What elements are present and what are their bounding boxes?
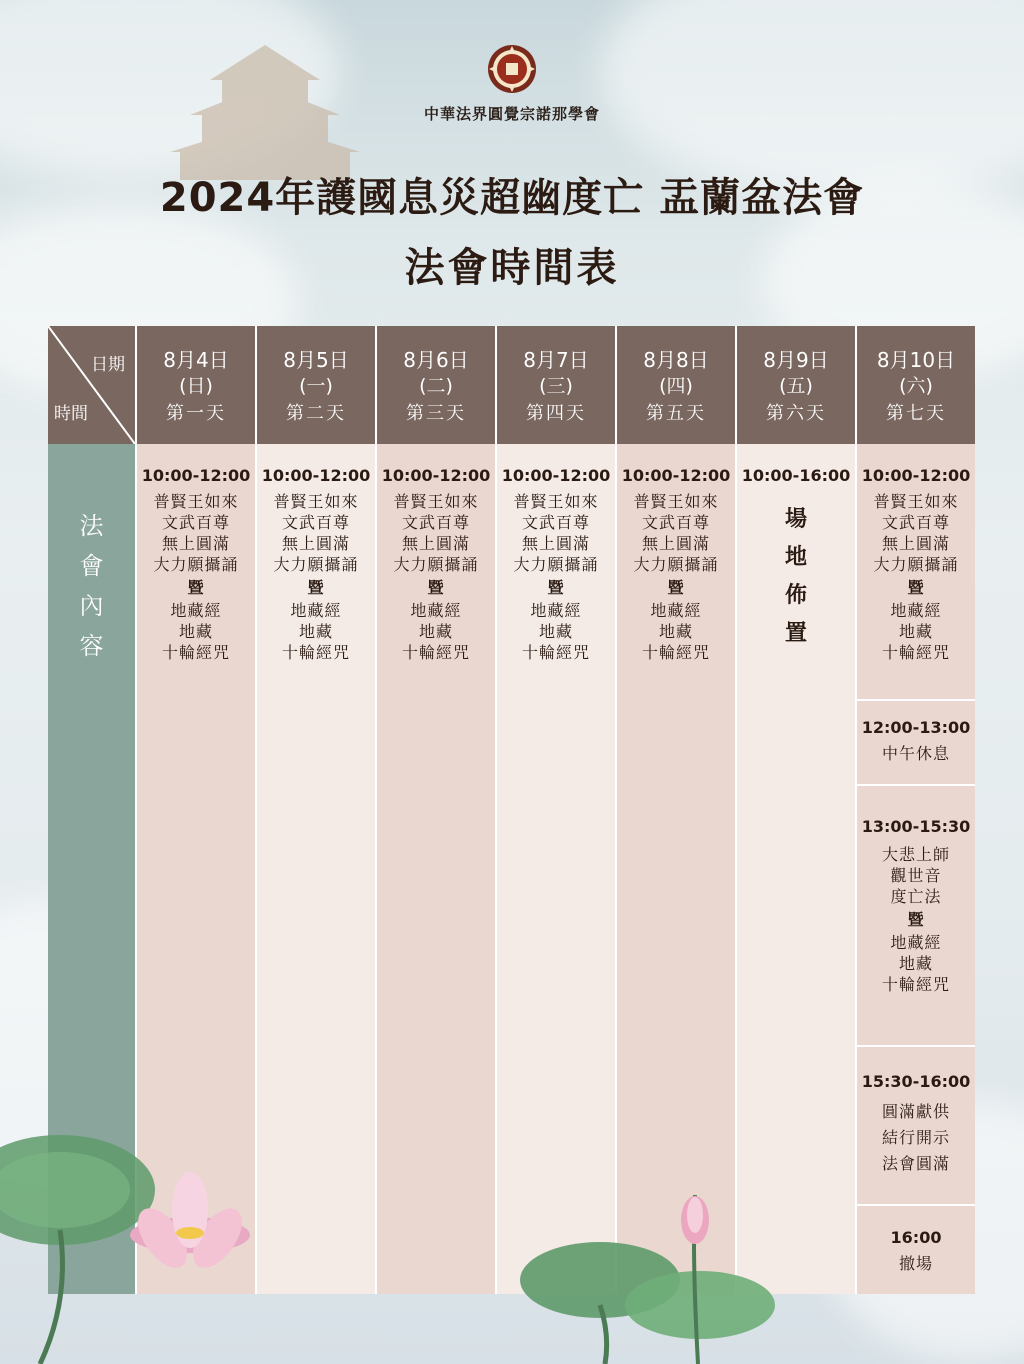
row-divider bbox=[857, 784, 975, 786]
session-line: 地藏經 bbox=[290, 601, 342, 620]
lunch-cell bbox=[857, 718, 975, 764]
session-line: 度亡法 bbox=[890, 887, 942, 906]
session-cell bbox=[857, 466, 975, 663]
day-weekday: (日) bbox=[179, 375, 213, 397]
session-line: 結行開示 bbox=[881, 1128, 950, 1147]
session-line: 大悲上師 bbox=[881, 845, 950, 864]
session-cell bbox=[497, 466, 615, 663]
session-line: 普賢王如來 bbox=[513, 492, 599, 511]
setup-cell bbox=[737, 466, 855, 653]
session-line: 十輪經咒 bbox=[161, 643, 230, 662]
session-time: 10:00-12:00 bbox=[621, 466, 731, 485]
session-line: 無上圓滿 bbox=[161, 534, 230, 553]
column-divider bbox=[735, 326, 737, 1294]
day-weekday: (五) bbox=[779, 375, 813, 397]
session-line: 地藏 bbox=[298, 622, 333, 641]
day-number: 第一天 bbox=[166, 403, 226, 424]
column-divider bbox=[615, 326, 617, 1294]
column-divider bbox=[855, 326, 857, 1294]
afternoon-cell bbox=[857, 817, 975, 995]
session-line: 地藏經 bbox=[410, 601, 462, 620]
day-weekday: (一) bbox=[299, 375, 333, 397]
session-cell bbox=[377, 466, 495, 663]
day-weekday: (二) bbox=[419, 375, 453, 397]
day-header bbox=[497, 326, 615, 444]
session-line: 十輪經咒 bbox=[521, 643, 590, 662]
day-header bbox=[737, 326, 855, 444]
session-line: 大力願攝誦 bbox=[633, 555, 719, 574]
session-line: 大力願攝誦 bbox=[153, 555, 239, 574]
day-column bbox=[857, 444, 975, 1294]
session-line: 地藏經 bbox=[890, 601, 942, 620]
session-time: 10:00-12:00 bbox=[861, 466, 971, 485]
day-weekday: (六) bbox=[899, 375, 933, 397]
session-time: 12:00-13:00 bbox=[861, 718, 971, 737]
day-header bbox=[257, 326, 375, 444]
day-date: 8月4日 bbox=[163, 348, 229, 372]
date-label: 日期 bbox=[91, 355, 125, 375]
session-line: 法會圓滿 bbox=[881, 1154, 950, 1173]
session-line: 地藏 bbox=[898, 954, 933, 973]
day-header bbox=[857, 326, 975, 444]
day-number: 第三天 bbox=[406, 403, 466, 424]
day-date: 8月8日 bbox=[643, 348, 709, 372]
day-column bbox=[497, 444, 615, 1294]
day-header bbox=[137, 326, 255, 444]
organization-name: 中華法界圓覺宗諾那學會 bbox=[423, 105, 600, 123]
side-label-char: 容 bbox=[79, 632, 104, 660]
day-number: 第二天 bbox=[286, 403, 346, 424]
row-divider bbox=[857, 1204, 975, 1206]
session-line: 暨 bbox=[667, 578, 685, 597]
session-time: 10:00-16:00 bbox=[741, 466, 851, 485]
session-line: 地藏經 bbox=[650, 601, 702, 620]
end-cell bbox=[857, 1228, 975, 1274]
session-time: 10:00-12:00 bbox=[261, 466, 371, 485]
session-cell bbox=[617, 466, 735, 663]
setup-char: 佈 bbox=[784, 583, 807, 608]
session-line: 撤場 bbox=[898, 1254, 933, 1273]
session-line: 普賢王如來 bbox=[873, 492, 959, 511]
session-line: 地藏 bbox=[178, 622, 213, 641]
session-line: 普賢王如來 bbox=[633, 492, 719, 511]
session-time: 15:30-16:00 bbox=[861, 1072, 971, 1091]
session-line: 十輪經咒 bbox=[641, 643, 710, 662]
session-line: 無上圓滿 bbox=[401, 534, 470, 553]
lotus-left-decoration bbox=[0, 1130, 300, 1364]
session-line: 十輪經咒 bbox=[401, 643, 470, 662]
session-line: 文武百尊 bbox=[881, 513, 950, 532]
session-line: 地藏 bbox=[538, 622, 573, 641]
session-line: 暨 bbox=[307, 578, 325, 597]
session-line: 無上圓滿 bbox=[641, 534, 710, 553]
session-line: 暨 bbox=[187, 578, 205, 597]
session-line: 文武百尊 bbox=[161, 513, 230, 532]
session-line: 文武百尊 bbox=[401, 513, 470, 532]
session-line: 大力願攝誦 bbox=[273, 555, 359, 574]
session-line: 地藏經 bbox=[530, 601, 582, 620]
session-line: 文武百尊 bbox=[281, 513, 350, 532]
day-date: 8月9日 bbox=[763, 348, 829, 372]
session-time: 10:00-12:00 bbox=[501, 466, 611, 485]
session-line: 十輪經咒 bbox=[881, 643, 950, 662]
session-line: 大力願攝誦 bbox=[873, 555, 959, 574]
day-number: 第六天 bbox=[766, 403, 826, 424]
session-line: 暨 bbox=[907, 578, 925, 597]
side-label-char: 法 bbox=[79, 512, 104, 540]
session-time: 10:00-12:00 bbox=[381, 466, 491, 485]
side-label-char: 會 bbox=[79, 552, 104, 580]
session-line: 十輪經咒 bbox=[881, 975, 950, 994]
lotus-right-decoration bbox=[510, 1195, 780, 1364]
row-divider bbox=[857, 1045, 975, 1047]
session-line: 地藏經 bbox=[170, 601, 222, 620]
day-header bbox=[377, 326, 495, 444]
session-line: 普賢王如來 bbox=[273, 492, 359, 511]
column-divider bbox=[495, 326, 497, 1294]
day-column bbox=[737, 444, 855, 1294]
day-weekday: (四) bbox=[659, 375, 693, 397]
day-column bbox=[377, 444, 495, 1294]
session-line: 暨 bbox=[907, 910, 925, 929]
session-line: 大力願攝誦 bbox=[513, 555, 599, 574]
session-time: 10:00-12:00 bbox=[141, 466, 251, 485]
day-date: 8月6日 bbox=[403, 348, 469, 372]
session-line: 暨 bbox=[427, 578, 445, 597]
session-cell bbox=[257, 466, 375, 663]
session-line: 無上圓滿 bbox=[521, 534, 590, 553]
day-weekday: (三) bbox=[539, 375, 573, 397]
session-line: 中午休息 bbox=[881, 744, 950, 763]
session-line: 地藏經 bbox=[890, 933, 942, 952]
page-title: 2024年護國息災超幽度亡 盂蘭盆法會 bbox=[159, 175, 865, 221]
session-line: 觀世音 bbox=[890, 866, 942, 885]
column-divider bbox=[375, 326, 377, 1294]
side-label-char: 內 bbox=[79, 592, 104, 620]
page-subtitle: 法會時間表 bbox=[404, 245, 620, 291]
session-time: 13:00-15:30 bbox=[861, 817, 971, 836]
setup-char: 置 bbox=[784, 621, 807, 646]
logo-emblem bbox=[487, 44, 537, 94]
day-number: 第七天 bbox=[886, 403, 946, 424]
session-line: 地藏 bbox=[658, 622, 693, 641]
day-date: 8月5日 bbox=[283, 348, 349, 372]
session-line: 大力願攝誦 bbox=[393, 555, 479, 574]
table-corner-header bbox=[48, 326, 135, 444]
day-number: 第五天 bbox=[646, 403, 706, 424]
setup-char: 地 bbox=[784, 545, 807, 570]
session-line: 文武百尊 bbox=[641, 513, 710, 532]
setup-char: 場 bbox=[784, 507, 807, 532]
day-column bbox=[617, 444, 735, 1294]
time-label: 時間 bbox=[54, 404, 88, 424]
row-divider bbox=[857, 699, 975, 701]
session-line: 暨 bbox=[547, 578, 565, 597]
session-line: 圓滿獻供 bbox=[881, 1102, 950, 1121]
closing-cell bbox=[857, 1072, 975, 1177]
session-line: 無上圓滿 bbox=[881, 534, 950, 553]
session-time: 16:00 bbox=[890, 1228, 942, 1247]
session-line: 地藏 bbox=[898, 622, 933, 641]
day-date: 8月10日 bbox=[876, 348, 956, 372]
session-line: 普賢王如來 bbox=[393, 492, 479, 511]
session-line: 無上圓滿 bbox=[281, 534, 350, 553]
day-header bbox=[617, 326, 735, 444]
session-line: 文武百尊 bbox=[521, 513, 590, 532]
session-line: 地藏 bbox=[418, 622, 453, 641]
day-date: 8月7日 bbox=[523, 348, 589, 372]
session-cell bbox=[137, 466, 255, 663]
session-line: 十輪經咒 bbox=[281, 643, 350, 662]
session-line: 普賢王如來 bbox=[153, 492, 239, 511]
day-number: 第四天 bbox=[526, 403, 586, 424]
